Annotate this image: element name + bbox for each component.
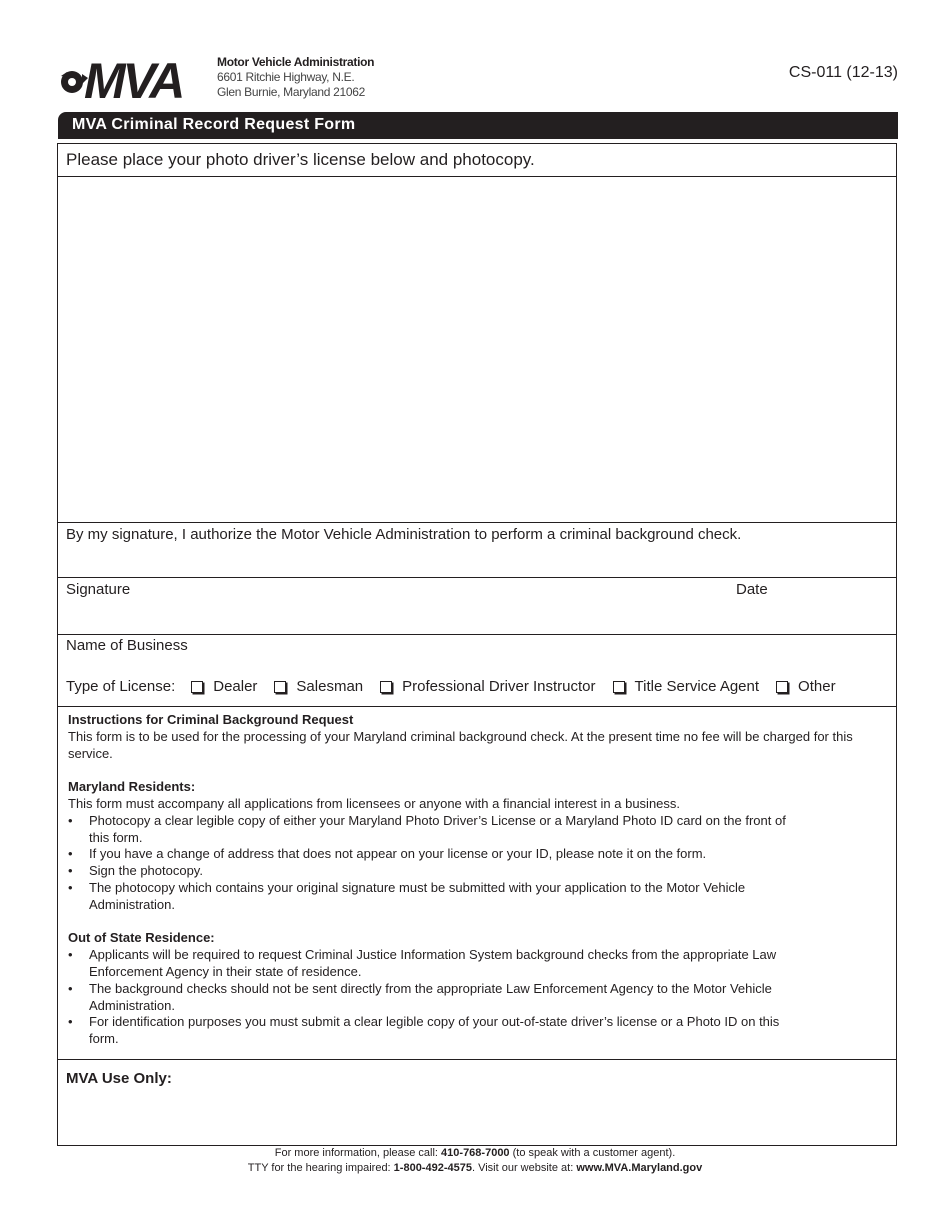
signature-label: Signature bbox=[66, 581, 131, 598]
md-residents-heading: Maryland Residents: bbox=[68, 779, 196, 795]
instructions-intro: This form is to be used for the processing of your Maryland criminal background check. At the present time no fee will be charged for this service. bbox=[68, 728, 853, 761]
form-title: MVA Criminal Record Request Form bbox=[58, 112, 898, 139]
list-item: • If you have a change of address that does not appear on your license or your ID, please note it on the form. bbox=[68, 846, 808, 863]
checkbox-icon[interactable] bbox=[191, 681, 203, 693]
divider bbox=[58, 522, 896, 523]
footer-line-1: For more information, please call: 410-768-7000 (to speak with a customer agent). bbox=[274, 1147, 676, 1159]
option-dealer[interactable]: Dealer bbox=[191, 678, 257, 695]
phone-number: 410-768-7000 bbox=[441, 1147, 510, 1159]
form-box bbox=[57, 143, 897, 1146]
divider bbox=[58, 577, 896, 578]
business-label: Name of Business bbox=[66, 637, 188, 654]
organization-block bbox=[217, 55, 374, 100]
list-item: • The photocopy which contains your original signature must be submitted with your application to the Motor Vehicle Administration. bbox=[68, 880, 808, 914]
footer-line-2: TTY for the hearing impaired: 1-800-492-4575. Visit our website at: www.MVA.Maryland.gov bbox=[247, 1161, 703, 1174]
list-item: • For identification purposes you must submit a clear legible copy of your out-of-state driver’s license or a Photo ID on this form. bbox=[68, 1014, 808, 1048]
tty-number: 1-800-492-4575 bbox=[393, 1161, 472, 1174]
form-number: CS-011 (12-13) bbox=[788, 64, 898, 81]
divider bbox=[58, 634, 896, 635]
list-item: • Sign the photocopy. bbox=[68, 863, 808, 880]
photo-license-area[interactable] bbox=[58, 177, 896, 522]
website-link[interactable]: www.MVA.Maryland.gov bbox=[576, 1161, 703, 1174]
out-of-state-heading: Out of State Residence: bbox=[68, 930, 215, 946]
divider bbox=[58, 706, 896, 707]
mva-use-only-label: MVA Use Only: bbox=[66, 1070, 172, 1087]
list-item: • Photocopy a clear legible copy of either your Maryland Photo Driver’s License or a Maryland Photo ID card on the front of this form. bbox=[68, 813, 808, 847]
business-name-field[interactable] bbox=[208, 637, 888, 659]
date-field[interactable] bbox=[728, 599, 896, 634]
divider bbox=[58, 1059, 896, 1060]
instructions-section bbox=[68, 712, 890, 1048]
list-item: • The background checks should not be sent directly from the appropriate Law Enforcement Agency to the Motor Vehicle Administration. bbox=[68, 981, 808, 1015]
option-title-service-agent[interactable]: Title Service Agent bbox=[613, 678, 760, 695]
logo-text: MVA bbox=[84, 54, 183, 102]
photo-instruction: Please place your photo driver’s license below and photocopy. bbox=[66, 150, 535, 169]
list-item: • Applicants will be required to request Criminal Justice Information System background checks from the appropriate Law Enforcement Agency in their state of residence. bbox=[68, 947, 808, 981]
address-line-1: 6601 Ritchie Highway, N.E. bbox=[217, 70, 355, 84]
option-other[interactable]: Other bbox=[776, 678, 836, 695]
mva-logo-icon bbox=[58, 54, 210, 102]
checkbox-icon[interactable] bbox=[776, 681, 788, 693]
md-residents-intro: This form must accompany all applications from licensees or anyone with a financial interest in a business. bbox=[68, 795, 681, 811]
license-type-row bbox=[66, 678, 836, 695]
footer bbox=[0, 1146, 950, 1175]
org-name: Motor Vehicle Administration bbox=[217, 55, 375, 69]
option-professional-driver-instructor[interactable]: Professional Driver Instructor bbox=[380, 678, 595, 695]
signature-field[interactable] bbox=[58, 599, 728, 634]
checkbox-icon[interactable] bbox=[274, 681, 286, 693]
date-label: Date bbox=[736, 581, 768, 598]
instructions-heading: Instructions for Criminal Background Request bbox=[68, 712, 354, 727]
checkbox-icon[interactable] bbox=[380, 681, 392, 693]
checkbox-icon[interactable] bbox=[613, 681, 625, 693]
form-header bbox=[58, 54, 898, 104]
option-salesman[interactable]: Salesman bbox=[274, 678, 363, 695]
authorization-text: By my signature, I authorize the Motor Vehicle Administration to perform a criminal background check. bbox=[66, 526, 742, 543]
address-line-2: Glen Burnie, Maryland 21062 bbox=[217, 85, 365, 99]
license-type-label: Type of License: bbox=[66, 678, 176, 695]
